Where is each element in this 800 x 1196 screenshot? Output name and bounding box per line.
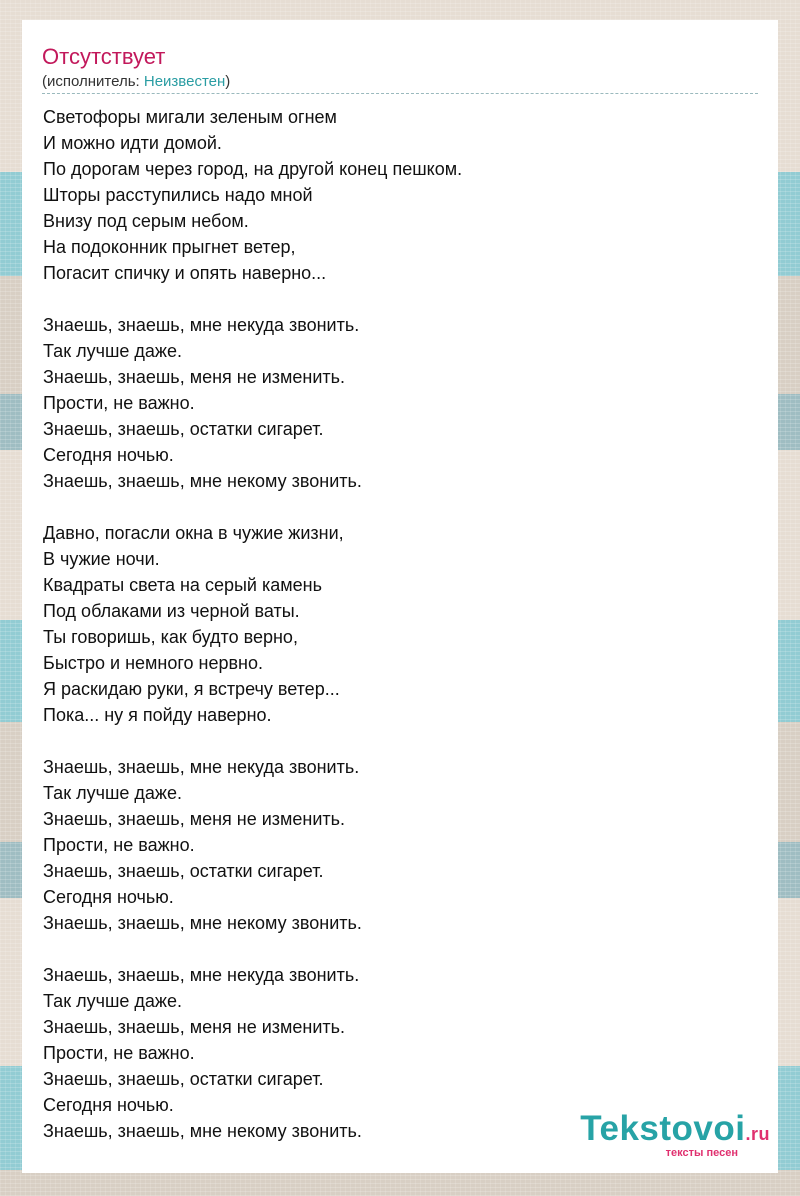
song-title: Отсутствует: [42, 44, 166, 69]
lyrics-line: Я раскидаю руки, я встречу ветер...: [43, 679, 340, 699]
lyrics-line: И можно идти домой.: [43, 133, 222, 153]
lyrics-line: Знаешь, знаешь, мне некуда звонить.: [43, 315, 360, 335]
lyrics-line: Внизу под серым небом.: [43, 211, 249, 231]
lyrics-line: Прости, не важно.: [43, 393, 195, 413]
title-divider: [42, 93, 758, 94]
artist-line: [42, 73, 230, 91]
lyrics-line: Знаешь, знаешь, меня не изменить.: [43, 1017, 346, 1037]
lyrics-blank-line: [43, 728, 763, 754]
lyrics-line: Ты говоришь, как будто верно,: [43, 627, 298, 647]
artist-prefix: (исполнитель:: [42, 73, 144, 90]
lyrics-line: На подоконник прыгнет ветер,: [43, 237, 296, 257]
artist-link[interactable]: Неизвестен: [143, 73, 226, 90]
artist-suffix: ): [225, 73, 231, 90]
lyrics-line: Знаешь, знаешь, меня не изменить.: [43, 809, 346, 829]
lyrics-line: Сегодня ночью.: [43, 887, 174, 907]
lyrics-line: В чужие ночи.: [43, 549, 160, 569]
lyrics-line: Прости, не важно.: [43, 835, 195, 855]
lyrics-line: Знаешь, знаешь, меня не изменить.: [43, 367, 346, 387]
lyrics-line: Так лучше даже.: [43, 783, 182, 803]
lyrics-line: Светофоры мигали зеленым огнем: [43, 107, 337, 127]
lyrics-blank-line: [43, 494, 763, 520]
lyrics-blank-line: [43, 936, 763, 962]
logo-tagline: тексты песен: [665, 1147, 738, 1159]
lyrics-line: Знаешь, знаешь, остатки сигарет.: [43, 1069, 324, 1089]
lyrics-line: Прости, не важно.: [43, 1043, 195, 1063]
lyrics-line: Пока... ну я пойду наверно.: [43, 705, 272, 725]
lyrics-line: Знаешь, знаешь, мне некуда звонить.: [43, 965, 360, 985]
lyrics-line: Так лучше даже.: [43, 341, 182, 361]
lyrics-line: Знаешь, знаешь, остатки сигарет.: [43, 861, 324, 881]
site-logo[interactable]: [580, 1110, 770, 1159]
logo-name: Tekstovoi: [580, 1109, 746, 1148]
lyrics-blank-line: [43, 286, 763, 312]
lyrics-line: Быстро и немного нервно.: [43, 653, 264, 673]
lyrics-line: Так лучше даже.: [43, 991, 182, 1011]
lyrics-line: Давно, погасли окна в чужие жизни,: [43, 523, 344, 543]
lyrics-line: Шторы расступились надо мной: [43, 185, 313, 205]
lyrics-text: [43, 104, 763, 1144]
lyrics-line: Сегодня ночью.: [43, 1095, 174, 1115]
lyrics-card: [22, 20, 778, 1173]
lyrics-line: Знаешь, знаешь, мне некому звонить.: [43, 1121, 362, 1141]
lyrics-line: Знаешь, знаешь, остатки сигарет.: [43, 419, 324, 439]
lyrics-line: Знаешь, знаешь, мне некуда звонить.: [43, 757, 360, 777]
logo-tld: .ru: [745, 1124, 770, 1144]
lyrics-line: Знаешь, знаешь, мне некому звонить.: [43, 471, 362, 491]
lyrics-line: Квадраты света на серый камень: [43, 575, 322, 595]
lyrics-line: По дорогам через город, на другой конец пешком.: [43, 159, 463, 179]
lyrics-line: Сегодня ночью.: [43, 445, 174, 465]
lyrics-line: Под облаками из черной ваты.: [43, 601, 300, 621]
lyrics-line: Погасит спичку и опять наверно...: [43, 263, 327, 283]
lyrics-line: Знаешь, знаешь, мне некому звонить.: [43, 913, 362, 933]
